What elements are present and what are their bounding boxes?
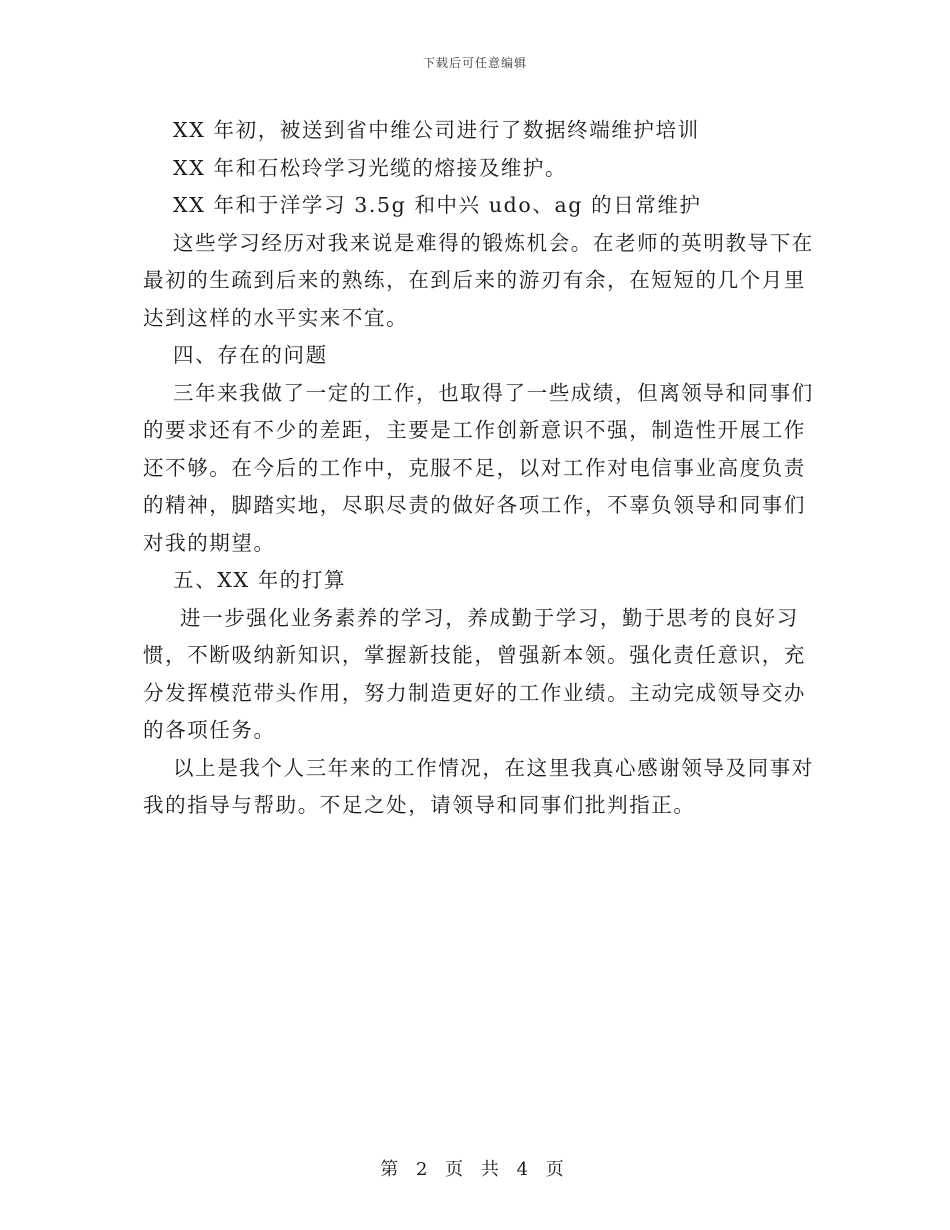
paragraph-line: 以上是我个人三年来的工作情况，在这里我真心感谢领导及同事对 [173,755,814,780]
page-header: 下载后可任意编辑 [422,56,527,70]
paragraph-line: 对我的期望。 [143,530,276,555]
paragraph-line: 的要求还有不少的差距，主要是工作创新意识不强，制造性开展工作 [143,418,806,442]
paragraph-line: XX 年初，被送到省中维公司进行了数据终端维护培训 [173,118,700,142]
paragraph-line: 进一步强化业务素养的学习，养成勤于学习，勤于思考的良好习 [180,605,799,630]
paragraph-line: 还不够。在今后的工作中，克服不足，以对工作对电信事业高度负责 [143,455,806,480]
body-text [143,112,814,825]
section-heading: 五、XX 年的打算 [173,568,347,592]
paragraph-line: 的各项任务。 [143,718,276,742]
paragraph-line: 这些学习经历对我来说是难得的锻炼机会。在老师的英明教导下在 [173,230,814,255]
paragraph-line: 达到这样的水平实来不宜。 [143,305,409,330]
paragraph-line: XX 年和于洋学习 3.5g 和中兴 udo、ag 的日常维护 [173,193,702,217]
paragraph-line: XX 年和石松玲学习光缆的熔接及维护。 [173,155,568,180]
paragraph-line: 惯，不断吸纳新知识，掌握新技能，曾强新本领。强化责任意识，充 [143,643,806,667]
page-footer: 第 2 页 共 4 页 [380,1159,570,1180]
paragraph-line: 的精神，脚踏实地，尽职尽责的做好各项工作，不辜负领导和同事们 [143,493,806,517]
paragraph-line: 分发挥模范带头作用，努力制造更好的工作业绩。主动完成领导交办 [143,680,806,705]
section-heading: 四、存在的问题 [173,343,328,367]
paragraph-line: 我的指导与帮助。不足之处，请领导和同事们批判指正。 [143,793,696,817]
paragraph-line: 最初的生疏到后来的熟练，在到后来的游刃有余，在短短的几个月里 [143,268,806,292]
paragraph-line: 三年来我做了一定的工作，也取得了一些成绩，但离领导和同事们 [173,380,814,405]
